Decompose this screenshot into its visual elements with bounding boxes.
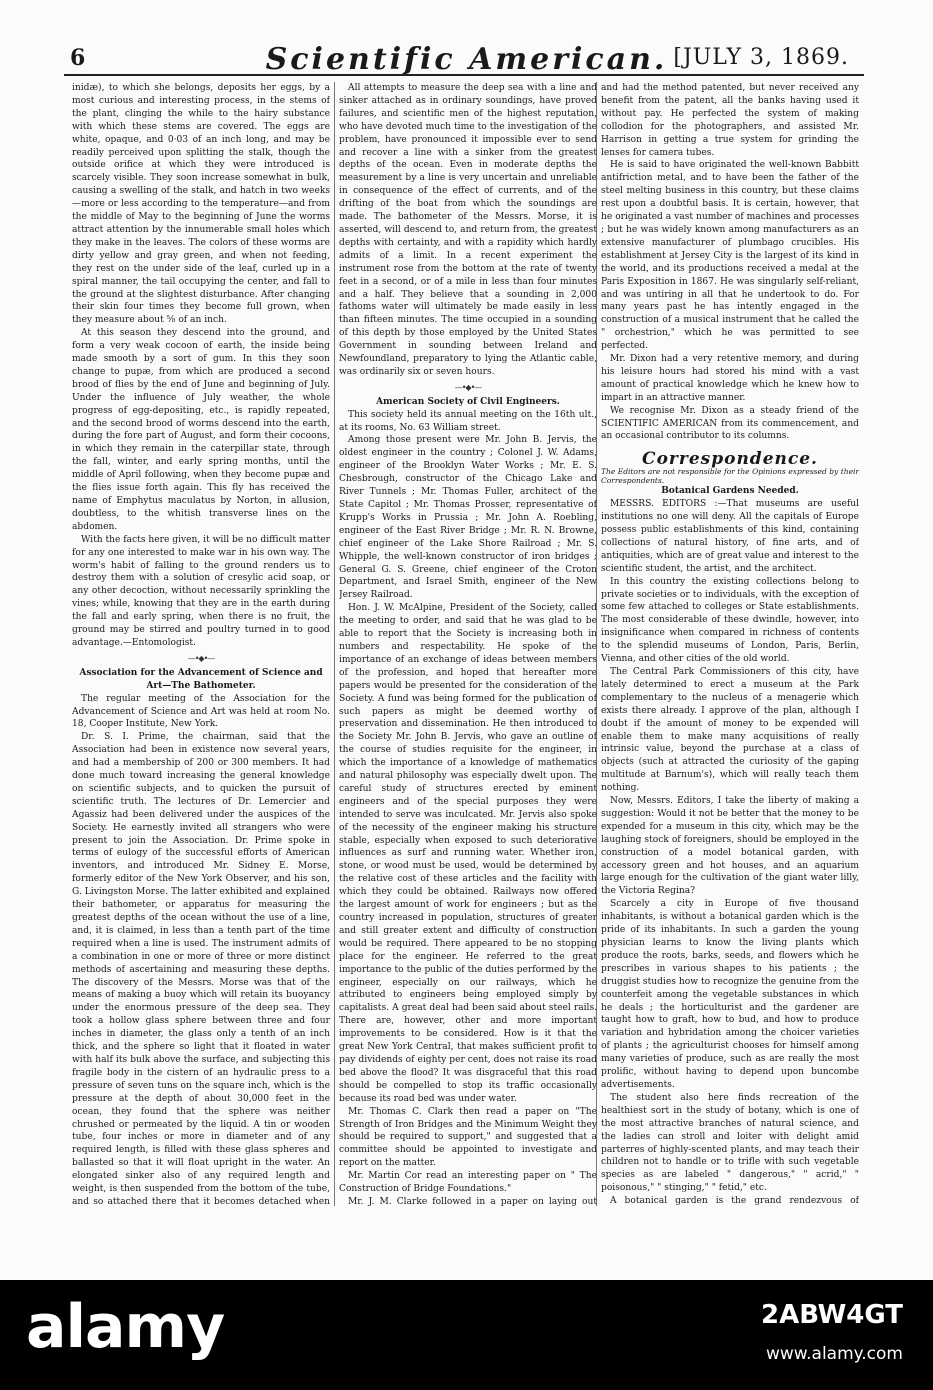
site-url: www.alamy.com [765, 1344, 903, 1364]
article-paragraph: Now, Messrs. Editors, I take the liberty of making a suggestion: Would it not be better that the money to be expended for a museum in this city, which may be the laughing stock of foreigners, should be employed in the construction of a model botanical garden, with accessory green and hot houses, and an aquarium large enough for the cultivation of the giant water lilly, the Victoria Regina? [601, 796, 859, 897]
editor-disclaimer: The Editors are not responsible for the Opinions expressed by their Correspondents. [601, 467, 859, 486]
image-id: 2ABW4GT [761, 1300, 903, 1330]
article-paragraph: A botanical garden is the grand rendezvous of [610, 1196, 859, 1206]
article-paragraph: In this country the existing collections belong to private societies or to individuals, with the exception of some few attached to colleges or State establishments. The most considerable of these dwindle, however, into insignificance when compared in richness of contents to the splendid museums of London, Paris, Berlin, Vienna, and other cities of the old world. [601, 576, 859, 665]
article-paragraph: Mr. J. M. Clarke followed in a paper on laying out [348, 1196, 597, 1206]
article-paragraph: He is said to have originated the well-known Babbitt antifriction metal, and to have been the father of the steel melting business in this country, but these claims rest upon a doubtful basis. It is certain, however, that he originated a vast number of machines and processes ; but he was widely known among manufacturers as an extensive manufacturer of plumbago crucibles. His establishment at Jersey City is the largest of its kind in the world, and its productions received a medal at the Paris Exposition in 1867. He was singularly self-reliant, and was untiring in all that he undertook to do. For many years past he has intently engaged in the construction of a musical instrument that he called the " orchestrion," which he was permitted to see perfected. [601, 160, 859, 352]
article-heading: American Society of Civil Engineers. [376, 396, 560, 407]
article-paragraph: Mr. Thomas C. Clark then read a paper on "The Strength of Iron Bridges and the Minimum Weight they should be required to support," and suggested that a committee should be appointed to investigate and report on the matter. [339, 1106, 597, 1169]
section-separator: —•◆•— [187, 653, 215, 663]
article-paragraph: All attempts to measure the deep sea with a line and sinker attached as in ordinary soundings, have proved failures, and scientific men of the highest reputation, who have devoted much time to the investigation of the problem, have pronounced it impossible ever to send and recover a line with a sinker from the greatest depths of the ocean. Even in moderate depths the measurement by a line is very uncertain and unreliable in consequence of the effect of currents, and of the drifting of the boat from which the soundings are made. The bathometer of the Messrs. Morse, it is asserted, will descend to, and return from, the greatest depths with certainty, and with a rapidity which hardly admits of a limit. In a recent experiment the instrument rose from the bottom at the rate of twenty feet in a second, or of a mile in less than four minutes and a half. They believe that a sounding in 2,000 fathoms water will ultimately be made easily in less than fifteen minutes. The time occupied in a sounding of this depth by those employed by the United States Government in sounding between Ireland and Newfoundland, preparatory to lying the Atlantic cable, was ordinarily six or seven hours. [339, 83, 597, 377]
column-3 [601, 82, 859, 1206]
article-paragraph: The student also here finds recreation of the healthiest sort in the study of botany, which is one of the most attractive branches of natural science, and the ladies can stroll and loiter with delight amid parterres of highly-scented plants, and may teach their children not to handle or to trifle with such vegetable species as are labeled " dangerous," " acrid," " poisonous," " stinging," " fetid," etc. [601, 1092, 859, 1194]
article-paragraph: Dr. S. I. Prime, the chairman, said that the Association had been in existence now several years, and had a membership of 200 or 300 members. It had done much toward increasing the general knowledge on scientific subjects, and to quicken the pursuit of scientific truth. The lectures of Dr. Lemercier and Agassiz had been delivered under the auspices of the Society. He earnestly invited all strangers who were present to join the Association. Dr. Prime spoke in terms of eulogy of the successful efforts of American inventors, and introduced Mr. Sidney E. Morse, formerly editor of the New York Observer, and his son, G. Livingston Morse. The latter exhibited and explained their bathometer, or apparatus for measuring the greatest depths of the ocean without the use of a line, and, it is claimed, in less than a tenth part of the time required when a line is used. The instrument admits of a combination in one or more of three or more distinct methods of ascertaining and measuring these depths. The discovery of the Messrs. Morse was that of the means of making a buoy which will retain its buoyancy under the enormous pressure of the deep sea. They took a hollow glass sphere between three and four inches in diameter, the glass only a tenth of an inch thick, and the sphere so light that it floated in water with half its bulk above the surface, and subjecting this fragile body in the cistern of an hydraulic press to a pressure of seven tuns on the square inch, which is the pressure at the depth of about 30,000 feet in the ocean, they found that the sphere was neither chrushed or permeated by the liquid. A tin or wooden tube, four inches or more in diameter and of any required length, is filled with these glass spheres and ballasted so that it will float upright in the water. An elongated sinker also of any required length and weight, is then suspended from the bottom of the tube, and so attached there that it becomes detached when [72, 732, 330, 1206]
section-separator: —•◆•— [454, 382, 482, 392]
article-paragraph: This society held its annual meeting on the 16th ult., at its rooms, No. 63 William street. [339, 409, 597, 433]
article-paragraph: and had the method patented, but never received any benefit from the patent, all the banks having used it without pay. He perfected the system of making collodion for the photographers, and assisted Mr. Harrison in getting a true system for grinding the lenses for camera tubes. [601, 83, 859, 158]
correspondence-heading: Correspondence. [642, 449, 818, 470]
masthead-title: Scientific American. [265, 42, 668, 77]
page-header [0, 40, 933, 86]
header-rule [64, 74, 864, 76]
column-1 [72, 82, 330, 1206]
page-number: 6 [70, 45, 86, 71]
alamy-logo: alamy [26, 1292, 225, 1362]
article-heading: Association for the Advancement of Science and Art—The Bathometer. [79, 667, 323, 691]
article-paragraph: With the facts here given, it will be no difficult matter for any one interested to make war in his own way. The worm's habit of falling to the ground renders us to destroy them with a solution of cresylic acid soap, or any other decoction, without necessarily sprinkling the vines; while, knowing that they are in the earth during the fall and early spring, when there is no fruit, the ground may be stirred and poultry turned in to good advantage.—Entomologist. [72, 534, 330, 648]
article-paragraph: inidæ), to which she belongs, deposits her eggs, by a most curious and interesting process, in the stems of the plant, clinging the while to the hairy substance with which these stems are covered. The eggs are white, opaque, and 0·03 of an inch long, and may be readily perceived upon splitting the stalk, though the outside orifice at which they were introduced is scarcely visible. They soon increase somewhat in bulk, causing a swelling of the stalk, and hatch in two weeks—more or less according to the temperature—and from the middle of May to the beginning of June the worms attract attention by the innumerable small holes which they make in the leaves. The colors of these worms are dirty yellow and gray green, and when not feeding, they rest on the under side of the leaf, curled up in a spiral manner, the tail occupying the center, and fall to the ground at the slightest disturbance. After changing their skin four times they become full grown, when they measure about ⅝ of an inch. [72, 83, 330, 326]
article-paragraph: Hon. J. W. McAlpine, President of the Society, called the meeting to order, and said that he was glad to be able to report that the Society is increasing both in numbers and respectability. He spoke of the importance of an exchange of ideas between members of the profession, and hoped that hereafter more papers would be presented for the consideration of the Society. A fund was being formed for the publication of such papers as might be deemed worthy of preservation and dissemination. He then introduced to the Society Mr. John B. Jervis, who gave an outline of the course of studies requisite for the engineer, in which the importance of a knowledge of mathematics and natural philosophy was especially dwelt upon. The careful study of structures erected by eminent engineers and of the special purposes they were intended to serve was inculcated. Mr. Jervis also spoke of the necessity of the engineer making his structure stable, especially when exposed to such deteriorative influences as surf and running water. Whether iron, stone, or wood must be used, would be determined by the relative cost of these articles and the facility with which they could be obtained. Railways now offered the largest amount of work for engineers ; but as the country increased in population, structures of greater and still greater extent and difficulty of construction would be required. There appeared to be no stopping place for the engineer. He referred to the great importance to the public of the duties performed by the engineer, especially on our railways, which he attributed to engineers being employed simply by capitalists. A great deal had been said about steel rails. There are, however, other and more important improvements to be considered. How is it that the great New York Central, that makes sufficient profit to pay dividends of eighty per cent, does not raise its road bed above the flood? It was disgraceful that this road should be compelled to stop its traffic occasionally because its road bed was under water. [339, 603, 597, 1104]
article-paragraph: Mr. Dixon had a very retentive memory, and during his leisure hours had stored his mind with a vast amount of practical knowledge which he knew how to impart in an attractive manner. [601, 354, 859, 403]
article-heading: Botanical Gardens Needed. [661, 486, 799, 497]
article-paragraph: The Central Park Commissioners of this city, have lately determined to erect a museum at the Park complementary to the nucleus of a menagerie which exists there already. I approve of the plan, although I doubt if the amount of money to be expended will enable them to make many acquisitions of really intrinsic value, beyond the purchase at a class of objects (such at attracted the curiosity of the gaping multitude at Barnum's), which will really teach them nothing. [601, 666, 859, 794]
article-paragraph: MESSRS. EDITORS :—That museums are useful institutions no one will deny. All the capitals of Europe possess public establishments of this kind, containing collections of natural history, of fine arts, and of antiquities, which are of great value and interest to the scientific student, the artist, and the architect. [601, 499, 859, 574]
column-divider [334, 82, 335, 1206]
article-paragraph: At this season they descend into the ground, and form a very weak cocoon of earth, the inside being made smooth by a sort of gum. In this they soon change to pupæ, from which are produced a second brood of flies by the end of June and beginning of July. Under the influence of July weather, the whole progress of egg-depositing, etc., is rapidly repeated, and the second brood of worms descend into the earth, during the fore part of August, and form their cocoons, in which they remain in the caterpillar state, through the fall, winter, and early spring months, until the middle of April following, when they become pupæ and the flies issue forth again. This fly has received the name of Emphytus maculatus by Norton, in allusion, doubtless, to the whitish transverse lines on the abdomen. [72, 328, 330, 532]
issue-date: [JULY 3, 1869. [673, 45, 849, 70]
article-paragraph: The regular meeting of the Association for the Advancement of Science and Art was held at room No. 18, Cooper Institute, New York. [72, 693, 330, 730]
article-paragraph: Mr. Martin Cor read an interesting paper on " The Construction of Bridge Foundations." [339, 1171, 597, 1195]
article-paragraph: Among those present were Mr. John B. Jervis, the oldest engineer in the country ; Colonel J. W. Adams, engineer of the Brooklyn Water Works ; Mr. E. S. Chesbrough, constructor of the Chicago Lake and River Tunnels ; Mr. Thomas Fuller, architect of the State Capitol ; Mr. Thomas Prosser, representative of Krupp's Works in Prussia ; Mr. John A. Roebling, engineer of the East River Bridge ; Mr. R. N. Browne, chief engineer of the Lake Shore Railroad ; Mr. S. Whipple, the well-known constructor of iron bridges ; General G. S. Greene, chief engineer of the Croton Department, and Israel Smith, engineer of the New Jersey Railroad. [339, 435, 597, 601]
article-paragraph: Scarcely a city in Europe of five thousand inhabitants, is without a botanical garden which is the pride of its inhabitants. In such a garden the young physician learns to know the living plants which produce the roots, barks, seeds, and flowers which he prescribes in various shapes to his patients ; the druggist studies how to recognize the genuine from the counterfeit among the vegetable substances in which he deals ; the horticulturist and the gardener are taught how to graft, how to bud, and how to produce variation and hybridation among the choicer varieties of plants ; the agriculturist chooses for himself among many varieties of produce, such as are really the most prolific, without having to depend upon buncombe advertisements. [601, 899, 859, 1090]
column-2 [339, 82, 597, 1206]
watermark-footer [0, 1280, 933, 1390]
article-paragraph: We recognise Mr. Dixon as a steady friend of the SCIENTIFIC AMERICAN from its commencement, and an occasional contributor to its columns. [601, 405, 859, 442]
